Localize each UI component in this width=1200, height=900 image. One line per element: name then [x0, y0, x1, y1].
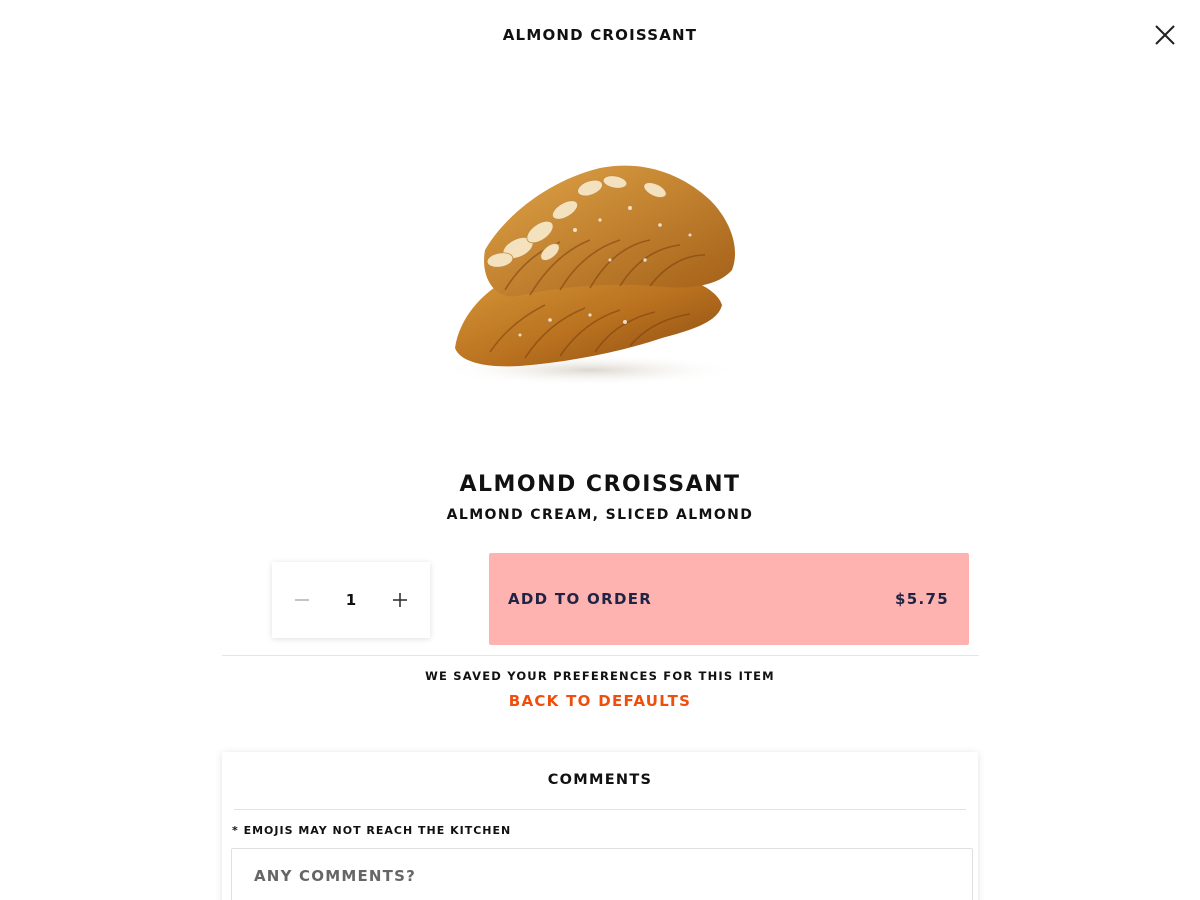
product-name: ALMOND CROISSANT — [459, 472, 741, 497]
quantity-value: 1 — [345, 591, 357, 609]
section-divider — [222, 655, 979, 656]
comments-title: COMMENTS — [547, 772, 653, 788]
back-to-defaults-link[interactable]: BACK TO DEFAULTS — [508, 692, 692, 710]
increase-quantity-button[interactable] — [388, 588, 412, 612]
quantity-stepper — [272, 562, 430, 638]
plus-icon — [391, 591, 409, 609]
comments-divider — [234, 809, 966, 810]
comments-card — [222, 752, 978, 900]
add-to-order-button[interactable] — [489, 553, 969, 645]
close-icon — [1150, 20, 1180, 50]
comments-input[interactable] — [231, 848, 973, 900]
product-image — [400, 90, 800, 410]
saved-preferences-text: WE SAVED YOUR PREFERENCES FOR THIS ITEM — [425, 669, 775, 683]
close-button[interactable] — [1150, 20, 1180, 50]
minus-icon — [293, 591, 311, 609]
product-description: ALMOND CREAM, SLICED ALMOND — [446, 507, 754, 523]
add-to-order-label: ADD TO ORDER — [508, 590, 653, 608]
emoji-warning: * EMOJIS MAY NOT REACH THE KITCHEN — [232, 824, 512, 837]
modal-title: ALMOND CROISSANT — [502, 26, 698, 44]
back-to-defaults-container — [0, 692, 1200, 710]
item-price: $5.75 — [895, 590, 949, 608]
decrease-quantity-button[interactable] — [290, 588, 314, 612]
